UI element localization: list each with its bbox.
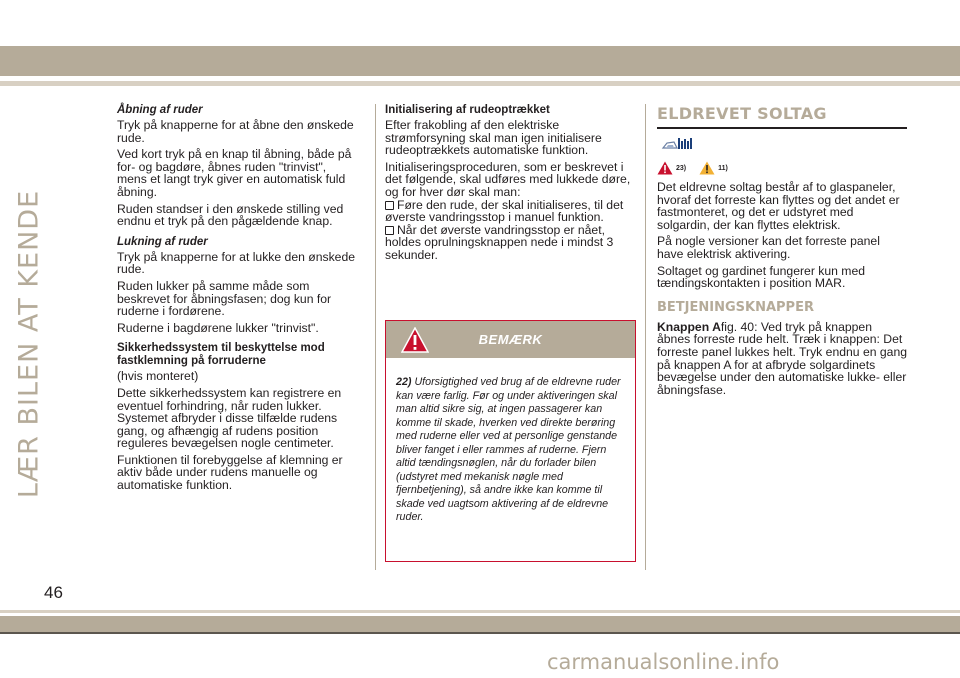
paragraph: Tryk på knapperne for at åbne den ønskede rude. <box>117 118 354 145</box>
paragraph: Tryk på knapperne for at lukke den ønskede rude. <box>117 249 356 277</box>
warning-triangle-icon <box>657 161 673 175</box>
column-left <box>117 104 355 496</box>
page-number: 46 <box>44 583 63 602</box>
subsection-title: BETJENINGSKNAPPER <box>657 299 814 315</box>
paragraph: Dette sikkerhedssystem kan registrere en eventuel forhindring, når ruden lukker. Systemet afbryder i disse tilfælde rudens gang, og afhængig af rudens position reguleres bevægelsen nogle centimeter. <box>117 385 342 451</box>
heading-opening-windows: Åbning af ruder <box>117 104 203 116</box>
note-body-text: Uforsigtighed ved brug af de eldrevne ruder kan være farlig. Før og under aktiveringen skal man altid sikre sig, at ingen passagerer kan komme til skade, hverken ved direkte berøring med ruderne eller ved at personlige genstande bliver fanget i eller rammes af ruderne. Fjern altid tændingsnøglen, når du forlader bilen (udstyret med mekanisk nøgle med fjernbetjening), så andre ikke kan komme til skade ved uagtsom aktivering af de eldrevne ruder. <box>396 376 621 523</box>
paragraph: Ruden standser i den ønskede stilling ved endnu et tryk på den pågældende knap. <box>117 201 344 229</box>
chapter-title: LÆR BILEN AT KENDE <box>13 189 45 499</box>
paragraph: Knappen Afig. 40: Ved tryk på knappen åbnes forreste rude helt. Træk i knappen: Det forreste panel lukkes helt. Tryk endnu en gang på knappen A for at afbryde solgardinets bevægelse under den automatiske lukke- eller åbningsfase. <box>657 319 907 397</box>
column-right <box>657 104 907 400</box>
paragraph: Ved kort tryk på en knap til åbning, både på for- og bagdøre, åbnes ruden "trinvist", mens et langt tryk giver en automatisk fuld åbning. <box>117 147 352 199</box>
paragraph: Ruderne i bagdørene lukker "trinvist". <box>117 320 319 335</box>
heading-window-initialisation: Initialisering af rudeoptrækket <box>385 104 550 116</box>
footer-bar <box>0 616 960 632</box>
paragraph: (hvis monteret) <box>117 369 199 384</box>
column-middle <box>385 104 635 266</box>
paragraph: Funktionen til forebyggelse af klemning er aktiv både under rudens manuelle og automatiske funktion. <box>117 452 343 493</box>
watermark: carmanualsonline.info <box>547 650 780 674</box>
caution-ref: 11) <box>718 164 728 172</box>
note-text <box>386 358 635 525</box>
button-label: Knappen A <box>657 319 721 334</box>
note-title: BEMÆRK <box>478 332 543 347</box>
checkbox-bullet-icon <box>385 226 394 235</box>
version-icon-row <box>661 135 907 155</box>
paragraph: Soltaget og gardinet fungerer kun med tændingskontakten i position MAR. <box>657 263 866 291</box>
note-box <box>385 320 636 562</box>
heading-anti-pinch-system: Sikkerhedssystem til beskyttelse mod fastklemning på forruderne <box>117 342 325 368</box>
bullet-item: Når det øverste vandringsstop er nået, holdes oprulningsknappen nede i mindst 3 sekunder. <box>385 222 614 262</box>
header-bar <box>0 46 960 76</box>
bullet-item: Føre den rude, der skal initialiseres, til det øverste vandringsstop i manuel funktion. <box>385 197 624 225</box>
paragraph: På nogle versioner kan det forreste panel have elektrisk aktivering. <box>657 234 880 261</box>
car-version-icon <box>661 135 697 153</box>
column-divider <box>645 104 646 570</box>
paragraph: Initialiseringsproceduren, som er beskrevet i det følgende, skal udføres med lukkede døre, og for hver dør skal man: <box>385 159 631 199</box>
warning-references <box>657 159 907 177</box>
note-header <box>386 321 635 358</box>
header-line <box>0 81 960 86</box>
paragraph: Det eldrevne soltag består af to glaspaneler, hvoraf det forreste kan flyttes og det andet er fastmonteret, og det er udstyret med solgardin, der kan flyttes elektrisk. <box>657 180 900 232</box>
footer-rule <box>0 632 960 634</box>
column-divider <box>375 104 376 570</box>
footer-line <box>0 610 960 613</box>
heading-closing-windows: Lukning af ruder <box>117 235 208 248</box>
section-title: ELDREVET SOLTAG <box>657 104 907 129</box>
paragraph: Efter frakobling af den elektriske strømforsyning skal man igen initialisere rudeoptrækkets automatiske funktion. <box>385 118 602 158</box>
caution-triangle-icon <box>699 161 715 175</box>
note-number: 22) <box>396 376 412 388</box>
paragraph: Ruden lukker på samme måde som beskrevet for åbningsfasen; dog kun for ruderne i fordørene. <box>117 278 332 319</box>
checkbox-bullet-icon <box>385 201 394 210</box>
warning-ref: 23) <box>676 164 687 172</box>
